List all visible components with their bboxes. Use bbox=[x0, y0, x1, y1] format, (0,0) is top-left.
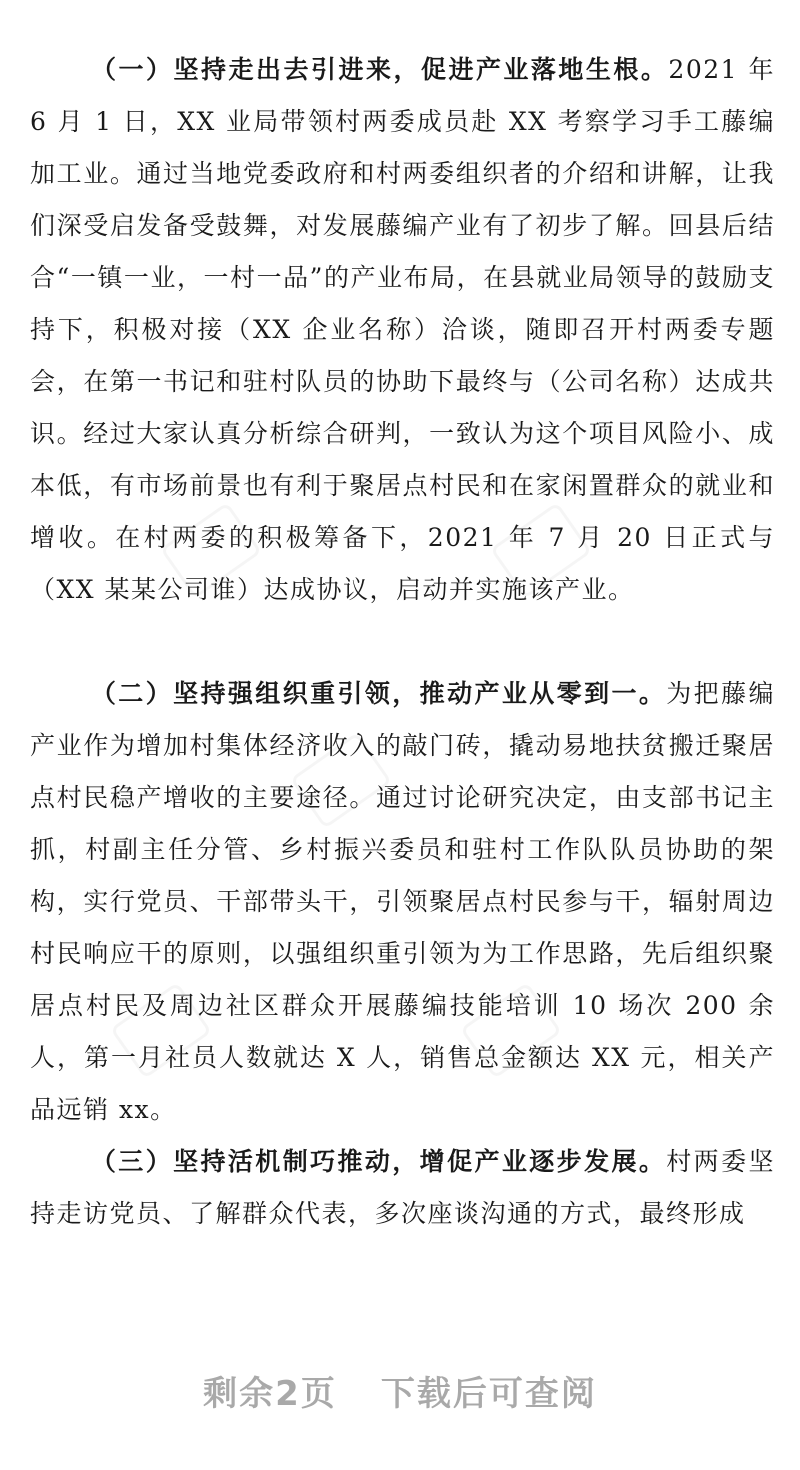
remaining-pages-label: 剩余2页 bbox=[203, 1374, 337, 1414]
paragraph-3 bbox=[30, 1136, 775, 1240]
download-prompt[interactable] bbox=[0, 1366, 800, 1415]
paragraph-2 bbox=[30, 668, 775, 1136]
paragraph-1-body: 2021 年 6 月 1 日，XX 业局带领村两委成员赴 XX 考察学习手工藤编加工业。通过当地党委政府和村两委组织者的介绍和讲解，让我们深受启发备受鼓舞，对发展藤编产业有了初步了解。回县后结合“一镇一业，一村一品”的产业布局，在县就业局领导的鼓励支持下，积极对接（XX 企业名称）洽谈，随即召开村两委专题会，在第一书记和驻村队员的协助下最终与（公司名称）达成共识。经过大家认真分析综合研判，一致认为这个项目风险小、成本低，有市场前景也有利于聚居点村民和在家闲置群众的就业和增收。在村两委的积极筹备下，2021 年 7 月 20 日正式与（XX 某某公司谁）达成协议，启动并实施该产业。 bbox=[30, 55, 775, 604]
paragraph-1 bbox=[30, 44, 775, 616]
paragraph-2-body: 为把藤编产业作为增加村集体经济收入的敲门砖，撬动易地扶贫搬迁聚居点村民稳产增收的主要途径。通过讨论研究决定，由支部书记主抓，村副主任分管、乡村振兴委员和驻村工作队队员协助的架构，实行党员、干部带头干，引领聚居点村民参与干，辐射周边村民响应干的原则，以强组织重引领为为工作思路，先后组织聚居点村民及周边社区群众开展藤编技能培训 10 场次 200 余人，第一月社员人数就达 X 人，销售总金额达 XX 元，相关产品远销 xx。 bbox=[30, 679, 775, 1124]
paragraph-1-heading: （一）坚持走出去引进来，促进产业落地生根。 bbox=[90, 55, 669, 84]
paragraph-2-heading: （二）坚持强组织重引领，推动产业从零到一。 bbox=[90, 679, 667, 708]
download-to-view-label: 下载后可查阅 bbox=[380, 1374, 597, 1414]
paragraph-3-body: 村两委坚持走访党员、了解群众代表，多次座谈沟通的方式，最终形成 bbox=[30, 1147, 775, 1228]
paragraph-3-heading: （三）坚持活机制巧推动，增促产业逐步发展。 bbox=[90, 1147, 667, 1176]
